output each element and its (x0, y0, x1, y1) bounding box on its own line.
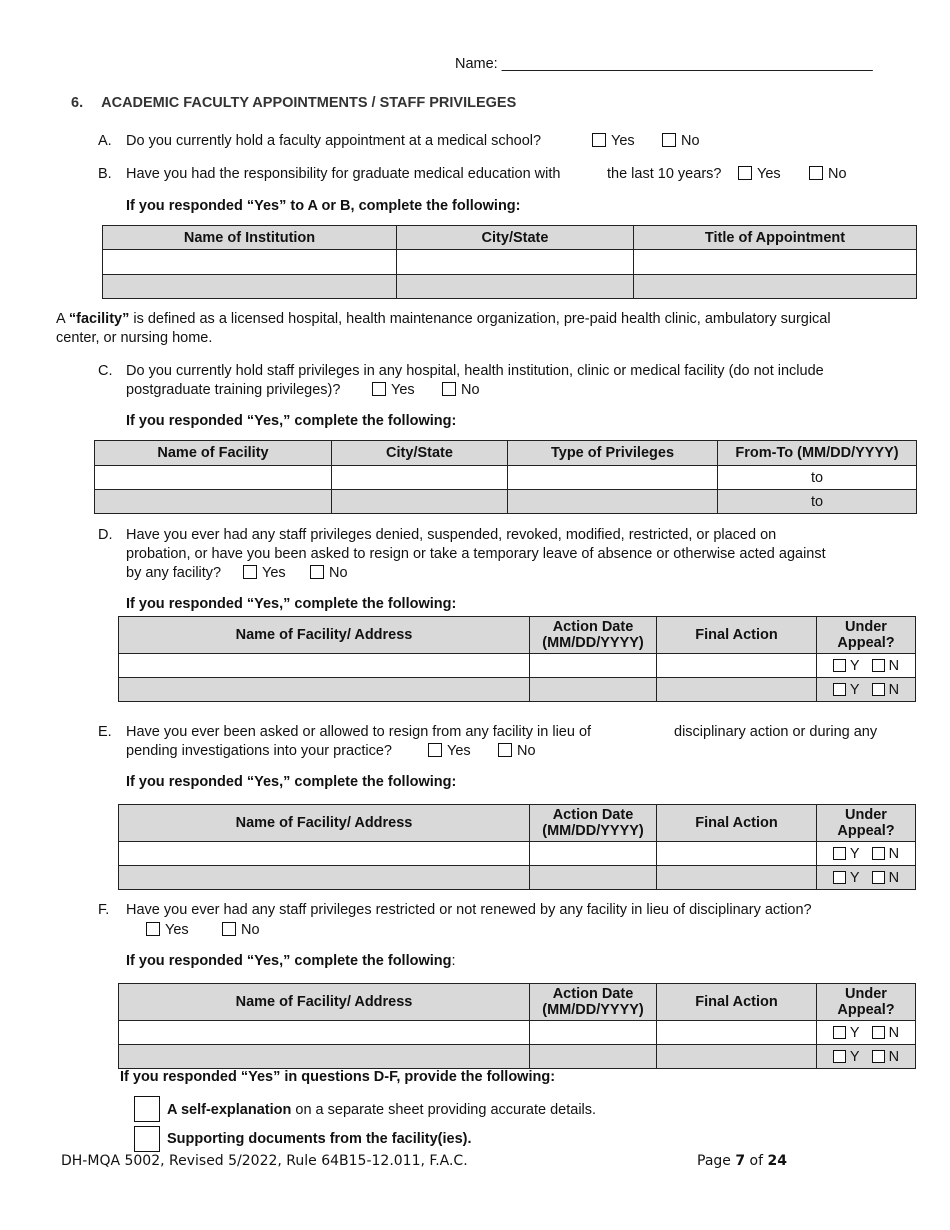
instruction-c: If you responded “Yes,” complete the following: (126, 413, 457, 429)
of-word: of (745, 1153, 768, 1169)
table-row (119, 654, 916, 678)
column-header (817, 984, 916, 1021)
definition-text: is defined as a licensed hospital, health maintenance organization, pre-paid health clinic, ambulatory surgical (129, 311, 831, 327)
facility-address-cell[interactable] (119, 866, 530, 890)
facility-address-cell[interactable] (119, 654, 530, 678)
question-c-line1: Do you currently hold staff privileges in any hospital, health institution, clinic or medical facility (do not include (126, 363, 824, 379)
final-action-cell[interactable] (657, 1021, 817, 1045)
question-f-yes[interactable] (146, 922, 189, 938)
question-e-letter: E. (98, 724, 112, 740)
y-label: Y (849, 681, 860, 698)
yes-label: Yes (262, 565, 286, 581)
column-header (530, 805, 657, 842)
appeal-cell (817, 678, 916, 702)
header-line: Action Date (552, 807, 634, 823)
table-row (95, 490, 917, 514)
question-d-line2: probation, or have you been asked to resign or take a temporary leave of absence or otherwise acted against (126, 546, 826, 562)
table-row (95, 466, 917, 490)
table-row (103, 275, 917, 299)
checkbox-icon[interactable] (872, 871, 885, 884)
no-label: No (461, 382, 480, 398)
checkbox-icon[interactable] (872, 1026, 885, 1039)
n-label: N (888, 681, 900, 698)
no-label: No (241, 922, 260, 938)
checkbox-icon[interactable] (146, 922, 160, 936)
table-row (119, 842, 916, 866)
yes-label: Yes (611, 133, 635, 149)
current-page: 7 (735, 1153, 746, 1169)
n-label: N (888, 869, 900, 886)
n-label: N (888, 1048, 900, 1065)
header-line: Under (845, 986, 887, 1002)
y-label: Y (849, 845, 860, 862)
privileges-cell[interactable] (508, 490, 718, 514)
y-label: Y (849, 657, 860, 674)
self-explanation-text (167, 1102, 596, 1118)
checkbox-icon[interactable] (872, 683, 885, 696)
checkbox-icon[interactable] (222, 922, 236, 936)
appeal-cell (817, 842, 916, 866)
question-d-line3: by any facility? (126, 565, 222, 581)
section-title (71, 95, 516, 111)
column-header: Name of Institution (103, 226, 397, 250)
facility-cell[interactable] (95, 490, 332, 514)
name-line: ______________________________________________ (501, 56, 873, 72)
section-number: 6. (71, 95, 84, 111)
column-header: City/State (332, 441, 508, 466)
final-action-cell[interactable] (657, 1045, 817, 1069)
title-cell[interactable] (634, 275, 917, 299)
table-row (119, 678, 916, 702)
date-range-cell[interactable]: to (718, 466, 917, 490)
table-row (119, 866, 916, 890)
checkbox-icon[interactable] (662, 133, 676, 147)
definition-term: “facility” (68, 311, 130, 327)
question-c-no[interactable] (442, 382, 480, 398)
n-label: N (888, 1024, 900, 1041)
instruction-e: If you responded “Yes,” complete the following: (126, 774, 457, 790)
yes-label: Yes (447, 743, 471, 759)
instruction-d-f: If you responded “Yes” in questions D-F, provide the following: (120, 1069, 556, 1085)
column-header: Type of Privileges (508, 441, 718, 466)
facility-address-cell[interactable] (119, 842, 530, 866)
checkbox-icon[interactable] (592, 133, 606, 147)
appeal-cell (817, 1021, 916, 1045)
section-title-text: ACADEMIC FACULTY APPOINTMENTS / STAFF PRIVILEGES (101, 95, 517, 111)
question-e-no[interactable] (498, 743, 536, 759)
total-pages: 24 (767, 1153, 787, 1169)
column-header: Name of Facility (95, 441, 332, 466)
facility-address-cell[interactable] (119, 678, 530, 702)
checkbox-icon[interactable] (738, 166, 752, 180)
appeal-cell (817, 654, 916, 678)
city-state-cell[interactable] (397, 275, 634, 299)
n-label: N (888, 657, 900, 674)
column-header: Name of Facility/ Address (119, 805, 530, 842)
supporting-docs-text: Supporting documents from the facility(ies). (167, 1131, 472, 1147)
action-date-cell[interactable] (530, 678, 657, 702)
privileges-table (94, 440, 917, 514)
column-header: Final Action (657, 805, 817, 842)
instruction-f (126, 953, 456, 969)
city-state-cell[interactable] (332, 466, 508, 490)
instruction-d: If you responded “Yes,” complete the following: (126, 596, 457, 612)
question-b-text-1: Have you had the responsibility for graduate medical education with (126, 166, 561, 182)
question-f-line1: Have you ever had any staff privileges restricted or not renewed by any facility in lieu of disciplinary action? (126, 902, 812, 918)
question-c-line2: postgraduate training privileges)? (126, 382, 341, 398)
header-line: (MM/DD/YYYY) (542, 1002, 644, 1018)
action-table-e (118, 804, 916, 890)
header-line: Appeal? (837, 1002, 895, 1018)
y-label: Y (849, 1024, 860, 1041)
final-action-cell[interactable] (657, 678, 817, 702)
question-e-yes[interactable] (428, 743, 471, 759)
action-table-f (118, 983, 916, 1069)
checkbox-icon[interactable] (833, 1050, 846, 1063)
question-d-line1: Have you ever had any staff privileges denied, suspended, revoked, modified, restricted, or placed on (126, 527, 777, 543)
header-line: Appeal? (837, 635, 895, 651)
column-header: Final Action (657, 984, 817, 1021)
facility-address-cell[interactable] (119, 1045, 530, 1069)
yes-label: Yes (391, 382, 415, 398)
column-header (817, 617, 916, 654)
city-state-cell[interactable] (332, 490, 508, 514)
appeal-cell (817, 1045, 916, 1069)
checkbox-icon[interactable] (833, 659, 846, 672)
header-line: (MM/DD/YYYY) (542, 823, 644, 839)
column-header: Final Action (657, 617, 817, 654)
column-header: Title of Appointment (634, 226, 917, 250)
page-number (697, 1153, 787, 1169)
no-label: No (517, 743, 536, 759)
question-d-no[interactable] (310, 565, 348, 581)
question-a-yes[interactable] (592, 133, 635, 149)
question-a-no[interactable] (662, 133, 700, 149)
column-header (530, 617, 657, 654)
column-header: Name of Facility/ Address (119, 617, 530, 654)
provide-bold: A self-explanation (167, 1102, 292, 1118)
instruction-ab: If you responded “Yes” to A or B, complete the following: (126, 198, 521, 214)
header-line: Under (845, 807, 887, 823)
name-field[interactable] (455, 56, 873, 72)
question-a-text: Do you currently hold a faculty appointment at a medical school? (126, 133, 542, 149)
name-label: Name: (455, 56, 498, 72)
title-cell[interactable] (634, 250, 917, 275)
yes-label: Yes (757, 166, 781, 182)
checkbox-icon[interactable] (872, 1050, 885, 1063)
checkbox-icon[interactable] (428, 743, 442, 757)
table-row (119, 1045, 916, 1069)
table-row (103, 250, 917, 275)
checkbox-icon[interactable] (310, 565, 324, 579)
question-e-line1a: Have you ever been asked or allowed to resign from any facility in lieu of (126, 724, 592, 740)
yes-label: Yes (165, 922, 189, 938)
column-header: Name of Facility/ Address (119, 984, 530, 1021)
checkbox-icon[interactable] (833, 683, 846, 696)
facility-address-cell[interactable] (119, 1021, 530, 1045)
header-line: Appeal? (837, 823, 895, 839)
header-line: Under (845, 619, 887, 635)
column-header (817, 805, 916, 842)
institution-cell[interactable] (103, 275, 397, 299)
y-label: Y (849, 1048, 860, 1065)
checkbox-icon[interactable] (498, 743, 512, 757)
institution-cell[interactable] (103, 250, 397, 275)
privileges-cell[interactable] (508, 466, 718, 490)
action-table-d (118, 616, 916, 702)
y-label: Y (849, 869, 860, 886)
question-f-letter: F. (98, 902, 110, 918)
action-date-cell[interactable] (530, 842, 657, 866)
checkbox-icon[interactable] (833, 871, 846, 884)
column-header (530, 984, 657, 1021)
table-row (119, 1021, 916, 1045)
checkbox-icon[interactable] (372, 382, 386, 396)
instruction-colon: : (451, 953, 456, 969)
checkbox-icon[interactable] (833, 1026, 846, 1039)
instruction-text: If you responded “Yes,” complete the following (126, 953, 452, 969)
action-date-cell[interactable] (530, 866, 657, 890)
checkbox-icon[interactable] (833, 847, 846, 860)
checkbox-icon[interactable] (872, 847, 885, 860)
question-d-yes[interactable] (243, 565, 286, 581)
column-header: City/State (397, 226, 634, 250)
supporting-docs-checkbox[interactable] (134, 1126, 160, 1152)
final-action-cell[interactable] (657, 866, 817, 890)
column-header: From-To (MM/DD/YYYY) (718, 441, 917, 466)
question-b-text-2: the last 10 years? (607, 166, 722, 182)
n-label: N (888, 845, 900, 862)
checkbox-icon[interactable] (442, 382, 456, 396)
facility-cell[interactable] (95, 466, 332, 490)
header-line: (MM/DD/YYYY) (542, 635, 644, 651)
question-b-letter: B. (98, 166, 112, 182)
checkbox-icon[interactable] (809, 166, 823, 180)
form-identifier: DH-MQA 5002, Revised 5/2022, Rule 64B15-12.011, F.A.C. (61, 1153, 468, 1169)
header-line: Action Date (552, 619, 634, 635)
city-state-cell[interactable] (397, 250, 634, 275)
appeal-cell (817, 866, 916, 890)
question-b-no[interactable] (809, 166, 847, 182)
question-b-yes[interactable] (738, 166, 781, 182)
question-c-yes[interactable] (372, 382, 415, 398)
checkbox-icon[interactable] (872, 659, 885, 672)
question-e-line2: pending investigations into your practice? (126, 743, 392, 759)
facility-definition-line2: center, or nursing home. (56, 330, 213, 346)
provide-rest: on a separate sheet providing accurate details. (291, 1102, 597, 1118)
no-label: No (681, 133, 700, 149)
question-d-letter: D. (98, 527, 113, 543)
question-e-line1b: disciplinary action or during any (674, 724, 878, 740)
page-word: Page (697, 1153, 736, 1169)
action-date-cell[interactable] (530, 1045, 657, 1069)
faculty-table (102, 225, 917, 299)
final-action-cell[interactable] (657, 842, 817, 866)
facility-definition-line1 (56, 311, 831, 327)
action-date-cell[interactable] (530, 654, 657, 678)
no-label: No (828, 166, 847, 182)
no-label: No (329, 565, 348, 581)
self-explanation-checkbox[interactable] (134, 1096, 160, 1122)
action-date-cell[interactable] (530, 1021, 657, 1045)
question-c-letter: C. (98, 363, 113, 379)
final-action-cell[interactable] (657, 654, 817, 678)
checkbox-icon[interactable] (243, 565, 257, 579)
date-range-cell[interactable]: to (718, 490, 917, 514)
question-a-letter: A. (98, 133, 112, 149)
question-f-no[interactable] (222, 922, 260, 938)
header-line: Action Date (552, 986, 634, 1002)
definition-prefix: A (56, 311, 69, 327)
